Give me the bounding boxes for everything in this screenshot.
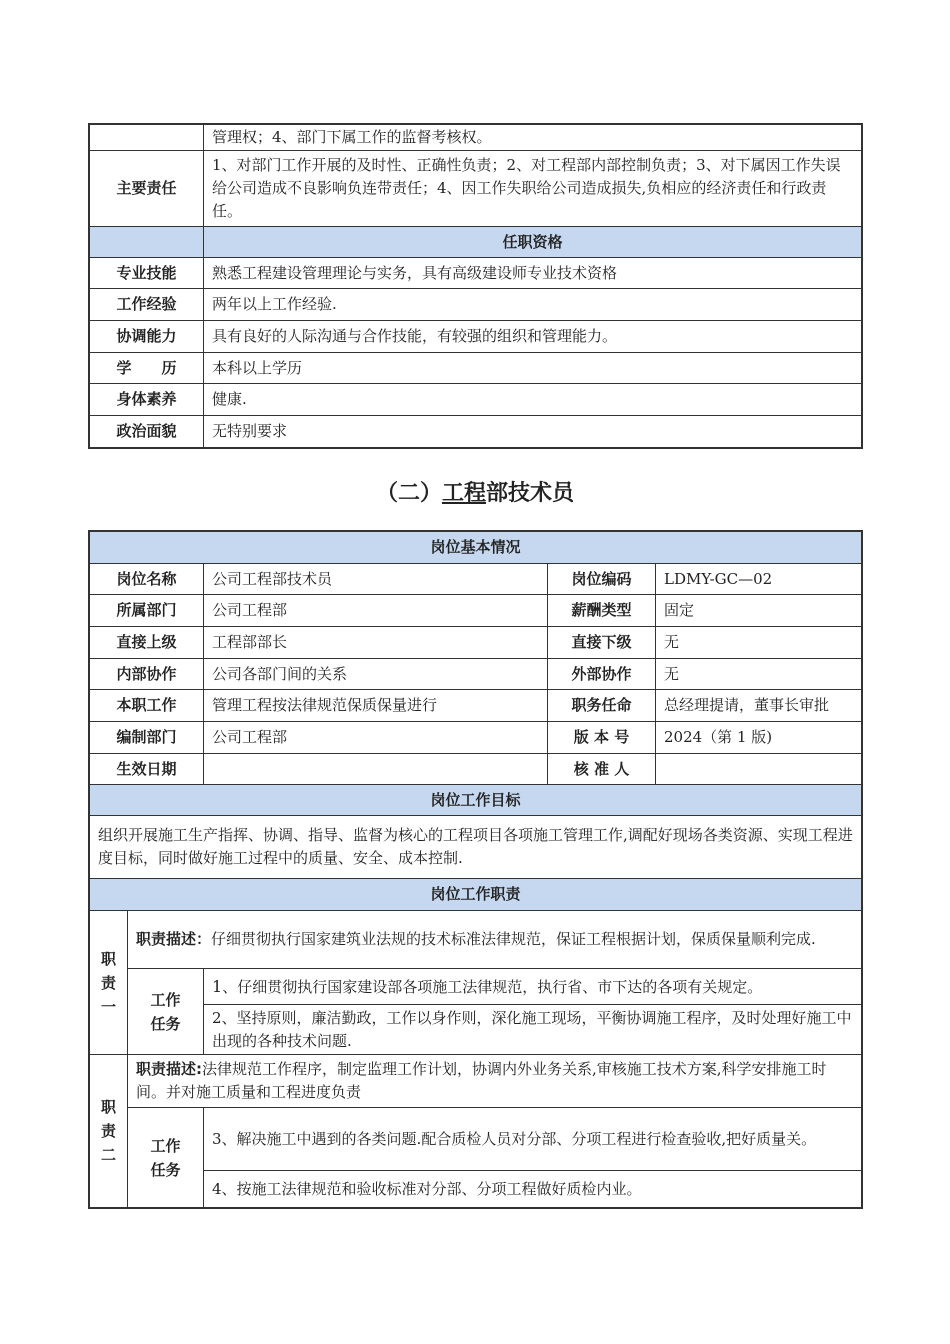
duty-2-description — [128, 1055, 862, 1108]
duty-1-description — [128, 911, 862, 969]
field-value: LDMY-GC—02 — [656, 564, 862, 595]
empty-label-cell — [90, 125, 204, 151]
desc-text: 仔细贯彻执行国家建筑业法规的技术标准法律规范，保证工程根据计划，保质保量顺利完成. — [211, 930, 816, 948]
field-label: 版 本 号 — [548, 722, 656, 754]
field-label: 直接上级 — [90, 627, 204, 659]
field-label: 外部协作 — [548, 659, 656, 690]
qual-value: 本科以上学历 — [204, 353, 862, 384]
field-value: 管理工程按法律规范保质保量进行 — [204, 690, 548, 722]
qual-label: 协调能力 — [90, 321, 204, 353]
task-label-text: 工作 任务 — [150, 990, 181, 1033]
duty-2-task-3: 3、解决施工中遇到的各类问题.配合质检人员对分部、分项工程进行检查验收,把好质量关。 — [204, 1108, 862, 1171]
qual-label: 学 历 — [90, 353, 204, 384]
field-label: 所属部门 — [90, 595, 204, 627]
field-label: 核 准 人 — [548, 754, 656, 785]
field-value: 公司工程部技术员 — [204, 564, 548, 595]
section-title — [0, 476, 950, 507]
task-text: 、仔细贯彻执行国家建设部各项施工法律规范，执行省、市下达的各项有关规定。 — [222, 977, 763, 996]
header-blank — [90, 227, 204, 258]
qual-label: 政治面貌 — [90, 416, 204, 448]
main-responsibility-label: 主要责任 — [90, 151, 204, 227]
field-label: 编制部门 — [90, 722, 204, 754]
duty-2-task-4: 4、按施工法律规范和验收标准对分部、分项工程做好质检内业。 — [204, 1171, 862, 1208]
section-title-suffix: 部技术员 — [486, 481, 575, 506]
desc-label: 职责描述： — [136, 930, 212, 948]
duty-1-task-1 — [204, 969, 862, 1005]
section-title-underlined: 工程 — [441, 481, 486, 506]
basic-info-header: 岗位基本情况 — [90, 532, 862, 564]
qual-value: 两年以上工作经验. — [204, 289, 862, 321]
duty-2-task-label — [128, 1108, 204, 1208]
goal-text: 组织开展施工生产指挥、协调、指导、监督为核心的工程项目各项施工管理工作,调配好现场各类资源、实现工程进度目标，同时做好施工过程中的质量、安全、成本控制. — [90, 816, 862, 879]
field-label: 直接下级 — [548, 627, 656, 659]
field-label: 薪酬类型 — [548, 595, 656, 627]
duty-1-label-text: 职 责 一 — [100, 949, 116, 1016]
field-label: 本职工作 — [90, 690, 204, 722]
duty-2-label-text: 职 责 二 — [100, 1098, 116, 1164]
qual-value: 无特别要求 — [204, 416, 862, 448]
qual-label: 工作经验 — [90, 289, 204, 321]
duty-1-task-2: 2、坚持原则，廉洁勤政，工作以身作则，深化施工现场，平衡协调施工程序，及时处理好施工中出现的各种技术问题. — [204, 1005, 862, 1055]
field-label: 生效日期 — [90, 754, 204, 785]
field-label: 岗位名称 — [90, 564, 204, 595]
field-value: 总经理提请，董事长审批 — [656, 690, 862, 722]
job-description-table — [89, 531, 862, 1208]
qual-value: 熟悉工程建设管理理论与实务，具有高级建设师专业技术资格 — [204, 258, 862, 289]
field-label: 职务任命 — [548, 690, 656, 722]
rights-continuation: 管理权；4、部门下属工作的监督考核权。 — [204, 125, 862, 151]
field-label: 内部协作 — [90, 659, 204, 690]
qual-label: 身体素养 — [90, 384, 204, 416]
qualification-table — [89, 124, 862, 448]
duty-2-label — [90, 1055, 128, 1208]
field-value: 公司各部门间的关系 — [204, 659, 548, 690]
section-title-prefix: （二） — [375, 481, 442, 506]
qual-value: 健康. — [204, 384, 862, 416]
field-value: 工程部部长 — [204, 627, 548, 659]
field-value: 固定 — [656, 595, 862, 627]
qualification-header: 任职资格 — [204, 227, 862, 258]
field-value: 无 — [656, 627, 862, 659]
field-value: 公司工程部 — [204, 722, 548, 754]
desc-text: 法律规范工作程序，制定监理工作计划，协调内外业务关系,审核施工技术方案,科学安排施工时间。并对施工质量和工程进度负责 — [136, 1060, 827, 1101]
field-value — [204, 754, 548, 785]
main-responsibility-text: 1、对部门工作开展的及时性、正确性负责；2、对工程部内部控制负责；3、对下属因工作失误给公司造成不良影响负连带责任；4、因工作失职给公司造成损失,负相应的经济责任和行政责任。 — [204, 151, 862, 227]
duty-1-label — [90, 911, 128, 1055]
field-value: 公司工程部 — [204, 595, 548, 627]
field-value: 2024（第 1 版) — [656, 722, 862, 754]
task-number: 1 — [212, 976, 223, 996]
duty-header: 岗位工作职责 — [90, 879, 862, 911]
task-label-text: 工作 任务 — [150, 1136, 181, 1179]
desc-label: 职责描述: — [136, 1060, 202, 1078]
goal-header: 岗位工作目标 — [90, 785, 862, 816]
duty-1-task-label — [128, 969, 204, 1055]
field-value — [656, 754, 862, 785]
qual-value: 具有良好的人际沟通与合作技能，有较强的组织和管理能力。 — [204, 321, 862, 353]
field-value: 无 — [656, 659, 862, 690]
field-label: 岗位编码 — [548, 564, 656, 595]
qual-label: 专业技能 — [90, 258, 204, 289]
